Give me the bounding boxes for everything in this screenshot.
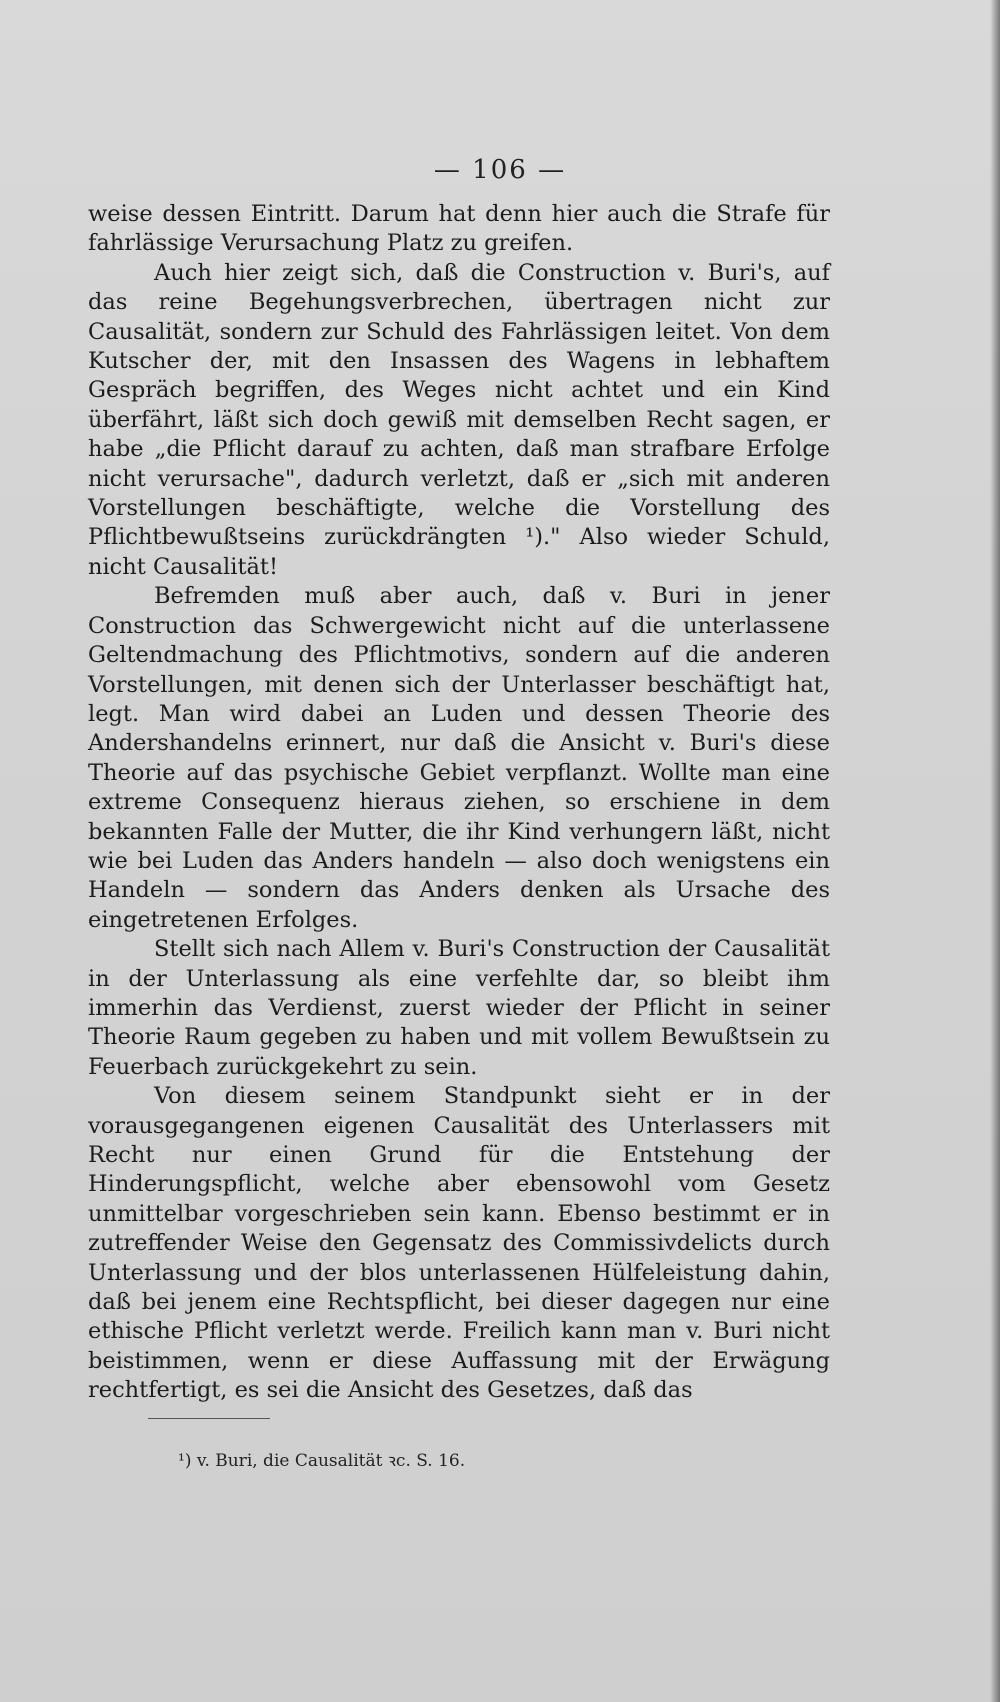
paragraph-1: weise dessen Eintritt. Darum hat denn hier auch die Strafe für fahrlässige Verursachung Platz zu greifen.	[88, 201, 830, 257]
body-text	[88, 200, 830, 1406]
paragraph-3: Befremden muß aber auch, daß v. Buri in jener Construction das Schwergewicht nicht auf die unterlassene Geltendmachung des Pflichtmotivs, sondern auf die anderen Vorstellungen, mit denen sich der Unterlasser beschäftigt hat, legt. Man wird dabei an Luden und dessen Theorie des Andershandelns erinnert, nur daß die Ansicht v. Buri's diese Theorie auf das psychische Gebiet verpflanzt. Wollte man eine extreme Consequenz hieraus ziehen, so erschiene in dem bekannten Falle der Mutter, die ihr Kind verhungern läßt, nicht wie bei Luden das Anders handeln — also doch wenigstens ein Handeln — sondern das Anders denken als Ursache des eingetretenen Erfolges.	[88, 583, 830, 933]
page-number: — 106 —	[433, 155, 567, 185]
page-edge-shadow	[990, 0, 1000, 1702]
footnote: ¹) v. Buri, die Causalität ꝛc. S. 16.	[178, 1451, 466, 1471]
paragraph-5: Von diesem seinem Standpunkt sieht er in der vorausgegangenen eigenen Causalität des Unterlassers mit Recht nur einen Grund für die Entstehung der Hinderungspflicht, welche aber ebensowohl vom Gesetz unmittelbar vorgeschrieben sein kann. Ebenso bestimmt er in zutreffender Weise den Gegensatz des Commissivdelicts durch Unterlassung und der blos unterlassenen Hülfeleistung dahin, daß bei jenem eine Rechtspflicht, bei dieser dagegen nur eine ethische Pflicht verletzt werde. Freilich kann man v. Buri nicht beistimmen, wenn er diese Auffassung mit der Erwägung rechtfertigt, es sei die Ansicht des Gesetzes, daß das	[88, 1083, 830, 1404]
paragraph-2: Auch hier zeigt sich, daß die Construction v. Buri's, auf das reine Begehungsverbrechen, übertragen nicht zur Causalität, sondern zur Schuld des Fahrlässigen leitet. Von dem Kutscher der, mit den Insassen des Wagens in lebhaftem Gespräch begriffen, des Weges nicht achtet und ein Kind überfährt, läßt sich doch gewiß mit demselben Recht sagen, er habe „die Pflicht darauf zu achten, daß man strafbare Erfolge nicht verursache", dadurch verletzt, daß er „sich mit anderen Vorstellungen beschäftigte, welche die Vorstellung des Pflichtbewußtseins zurückdrängten ¹)." Also wieder Schuld, nicht Causalität!	[88, 259, 830, 580]
footnote-divider	[148, 1418, 270, 1419]
paragraph-4: Stellt sich nach Allem v. Buri's Construction der Causalität in der Unterlassung als eine verfehlte dar, so bleibt ihm immerhin das Verdienst, zuerst wieder der Pflicht in seiner Theorie Raum gegeben zu haben und mit vollem Bewußtsein zu Feuerbach zurückgekehrt zu sein.	[88, 936, 830, 1080]
